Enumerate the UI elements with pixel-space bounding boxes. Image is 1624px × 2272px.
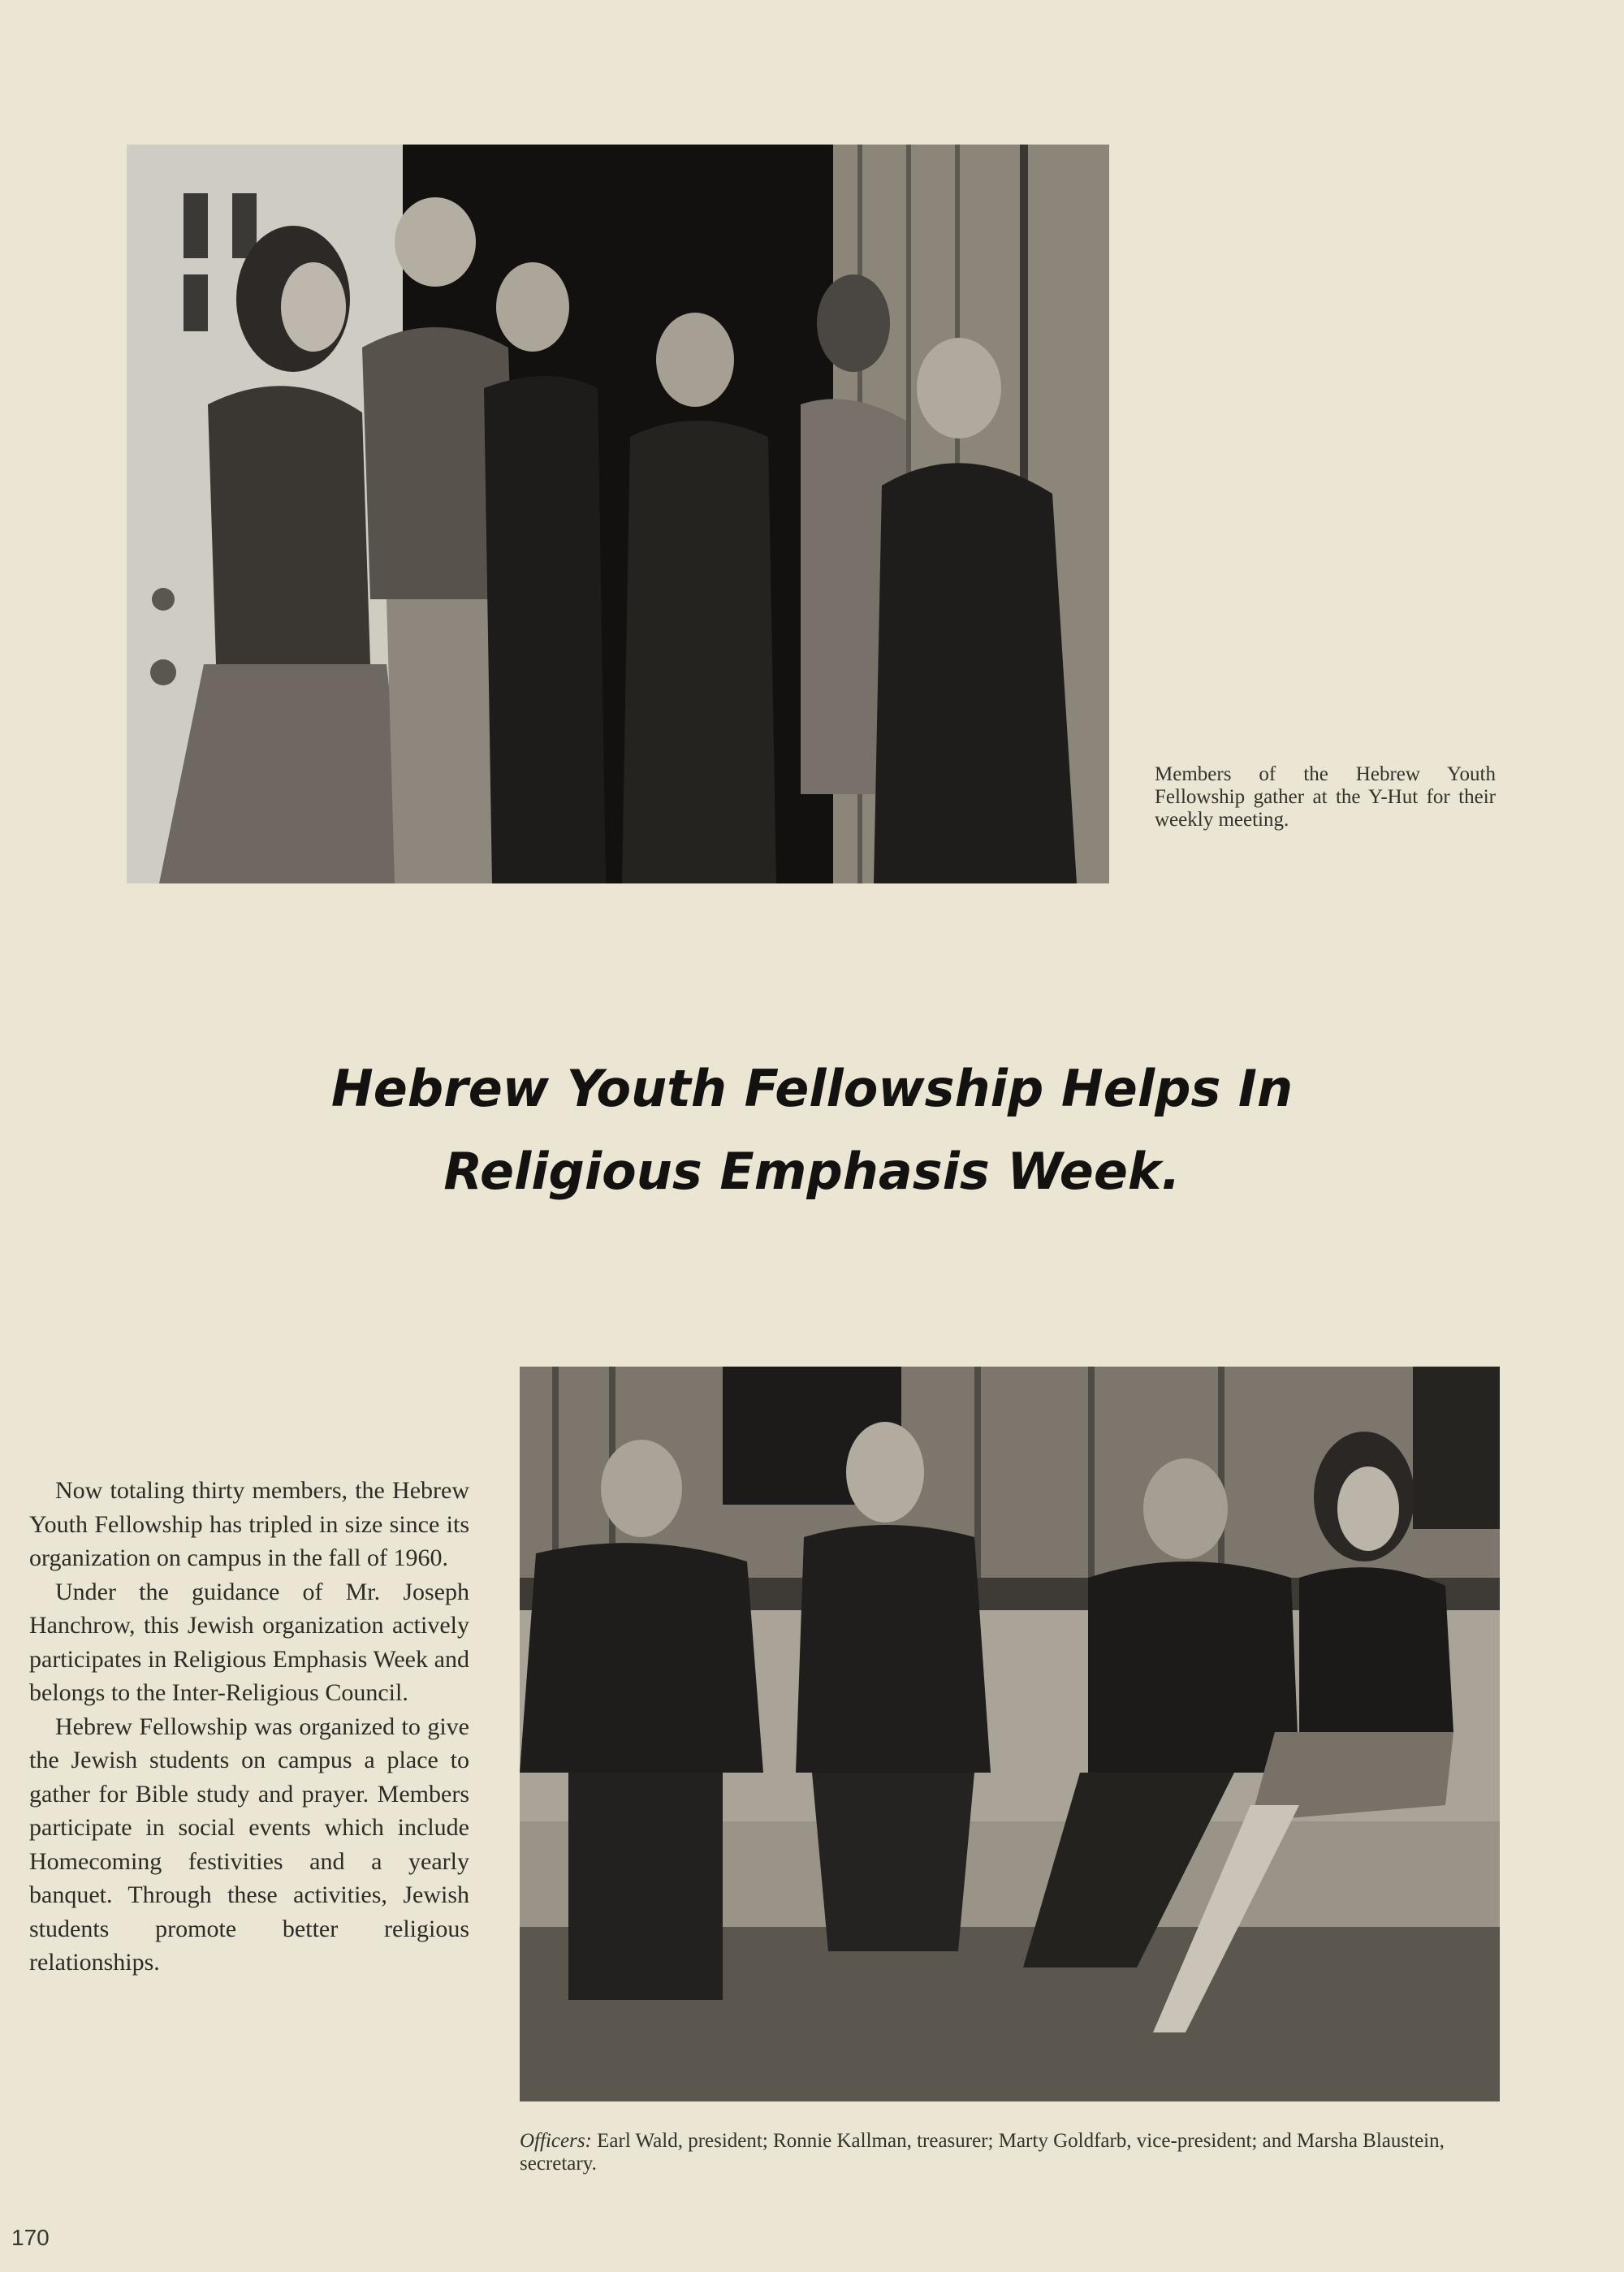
page-number: 170 — [11, 2225, 50, 2250]
body-paragraph-3: Hebrew Fellowship was organized to give the Jewish students on campus a place to gather for Bible study and prayer. Members participate in social events which include Homecoming festivities and a yearly banquet. Through these activities, Jewish students promote better religious relationships. — [29, 1713, 469, 1976]
article-body — [29, 1474, 469, 1980]
caption-officers-names: Earl Wald, president; Ronnie Kallman, treasurer; Marty Goldfarb, vice-president; and Marsha Blaustein, secretary. — [520, 2130, 1445, 2175]
photo-caption-top: Members of the Hebrew Youth Fellowship gather at the Y-Hut for their weekly meeting. — [1155, 763, 1496, 831]
page-headline — [162, 1047, 1462, 1213]
caption-officers-label: Officers: — [520, 2130, 592, 2152]
body-paragraph-1: Now totaling thirty members, the Hebrew Youth Fellowship has tripled in size since its organization on campus in the fall of 1960. — [29, 1477, 469, 1571]
photo-caption-bottom — [520, 2130, 1502, 2175]
group-photo-icon — [520, 1367, 1500, 2101]
group-photo-bottom — [520, 1367, 1500, 2101]
headline-line-1: Hebrew Youth Fellowship Helps In — [330, 1059, 1294, 1118]
group-photo-top — [127, 145, 1109, 883]
body-paragraph-2: Under the guidance of Mr. Joseph Hanchrow, this Jewish organization actively participates in Religious Emphasis Week and belongs to the Inter-Religious Council. — [29, 1578, 469, 1706]
group-photo-icon — [127, 145, 1109, 883]
headline-line-2: Religious Emphasis Week. — [443, 1142, 1181, 1201]
